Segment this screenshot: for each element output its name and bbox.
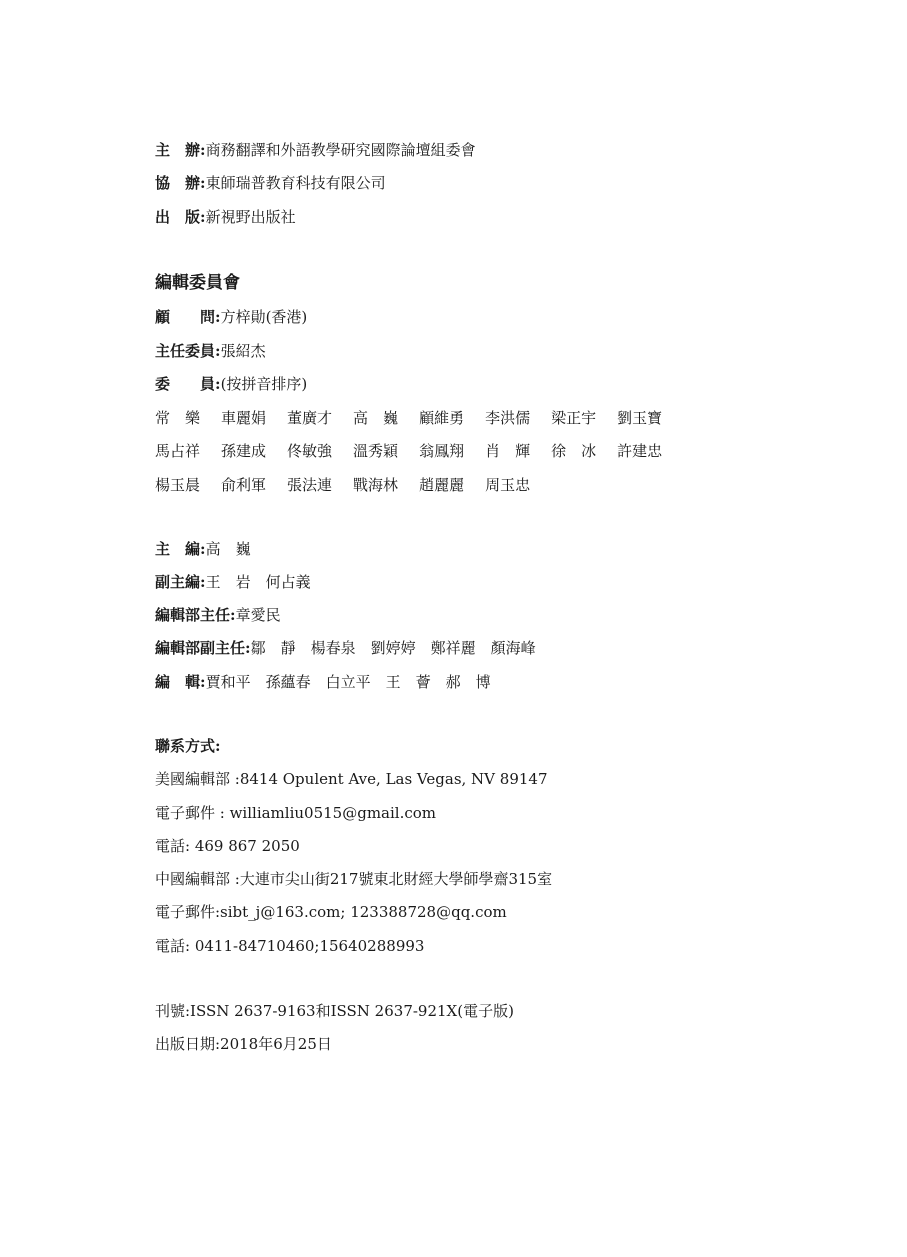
member-name: 常 樂 (155, 409, 201, 427)
editor-in-chief (155, 539, 251, 559)
organizer-publisher-value: 新視野出版社 (205, 208, 296, 226)
committee-director-label: 主任委員 (155, 342, 216, 360)
committee-director-sep: : (215, 342, 221, 360)
contact-cn-phone: 電話: 0411-84710460;15640288993 (155, 937, 425, 955)
member-name: 孫建成 (221, 442, 267, 460)
member-name: 溫秀穎 (353, 442, 399, 460)
member-name: 徐 冰 (551, 442, 597, 460)
editors-staff-label: 編 輯 (155, 673, 201, 691)
deputy-editor-label: 副主編 (155, 573, 201, 591)
member-name: 翁鳳翔 (419, 442, 465, 460)
member-name: 顧維勇 (419, 409, 465, 427)
editorial-director-label: 編輯部主任 (155, 606, 231, 624)
organizer-host-sep: : (200, 141, 206, 159)
committee-advisor-value: 方梓勛(香港) (220, 308, 308, 326)
publication-date: 出版日期:2018年6月25日 (155, 1035, 332, 1053)
organizer-co-host-label: 協 辦 (155, 174, 201, 192)
committee-heading: 編輯委員會 (155, 273, 240, 293)
member-name: 劉玉寶 (617, 409, 663, 427)
issn-line: 刊號:ISSN 2637-9163和ISSN 2637-921X(電子版) (155, 1002, 514, 1020)
committee-director (155, 341, 266, 361)
member-name: 車麗娟 (221, 409, 267, 427)
contact-us-email: 電子郵件 : williamliu0515@gmail.com (155, 804, 437, 822)
member-name: 董廣才 (287, 409, 333, 427)
member-name: 戰海林 (353, 476, 399, 494)
member-name: 楊玉晨 (155, 476, 201, 494)
editorial-deputy-director (155, 638, 536, 658)
editor-in-chief-value: 高 巍 (205, 540, 251, 558)
deputy-editor (155, 572, 311, 592)
committee-advisor-sep: : (215, 308, 221, 326)
committee-members-label-sep: : (215, 375, 221, 393)
member-name: 周玉忠 (485, 476, 531, 494)
organizer-host (155, 140, 476, 160)
deputy-editor-sep: : (200, 573, 206, 591)
member-name: 許建忠 (617, 442, 663, 460)
committee-director-value: 張紹杰 (220, 342, 266, 360)
member-name: 俞利軍 (221, 476, 267, 494)
contact-heading: 聯系方式: (155, 737, 221, 755)
deputy-editor-value: 王 岩 何占義 (205, 573, 311, 591)
member-name: 高 巍 (353, 409, 399, 427)
committee-advisor (155, 307, 307, 327)
committee-members-label (155, 374, 307, 394)
member-row-3 (155, 475, 551, 495)
committee-members-label-text: 委 員 (155, 375, 216, 393)
organizer-host-label: 主 辦 (155, 141, 201, 159)
editors-staff (155, 672, 491, 692)
organizer-publisher-label: 出 版 (155, 208, 201, 226)
member-name: 張法連 (287, 476, 333, 494)
editor-in-chief-label: 主 編 (155, 540, 201, 558)
organizer-host-value: 商務翻譯和外語教學研究國際論壇組委會 (205, 141, 476, 159)
member-name: 梁正宇 (551, 409, 597, 427)
editor-in-chief-sep: : (200, 540, 206, 558)
organizer-publisher-sep: : (200, 208, 206, 226)
editorial-deputy-director-label: 編輯部副主任 (155, 639, 246, 657)
editorial-director-sep: : (230, 606, 236, 624)
contact-us-phone: 電話: 469 867 2050 (155, 837, 300, 855)
editorial-deputy-director-sep: : (245, 639, 251, 657)
committee-advisor-label: 顧 問 (155, 308, 216, 326)
editorial-director-value: 章愛民 (235, 606, 281, 624)
member-name: 李洪儒 (485, 409, 531, 427)
member-name: 趙麗麗 (419, 476, 465, 494)
contact-cn-office: 中國編輯部 :大連市尖山街217號東北財經大學師學齋315室 (155, 870, 553, 888)
editorial-director (155, 605, 281, 625)
member-name: 肖 輝 (485, 442, 531, 460)
organizer-co-host-value: 東師瑞普教育科技有限公司 (205, 174, 386, 192)
editors-staff-sep: : (200, 673, 206, 691)
member-name: 佟敏強 (287, 442, 333, 460)
contact-cn-email: 電子郵件:sibt_j@163.com; 123388728@qq.com (155, 903, 507, 921)
editorial-deputy-director-value: 鄒 靜 楊春泉 劉婷婷 鄭祥麗 顏海峰 (250, 639, 536, 657)
member-row-2 (155, 441, 683, 461)
member-row-1 (155, 408, 683, 428)
member-name: 馬占祥 (155, 442, 201, 460)
committee-members-note: (按拼音排序) (220, 375, 308, 393)
organizer-co-host (155, 173, 386, 193)
organizer-publisher (155, 207, 296, 227)
editors-staff-value: 賈和平 孫蘊春 白立平 王 薈 郝 博 (205, 673, 491, 691)
organizer-co-host-sep: : (200, 174, 206, 192)
contact-us-office: 美國編輯部 :8414 Opulent Ave, Las Vegas, NV 89147 (155, 770, 548, 788)
